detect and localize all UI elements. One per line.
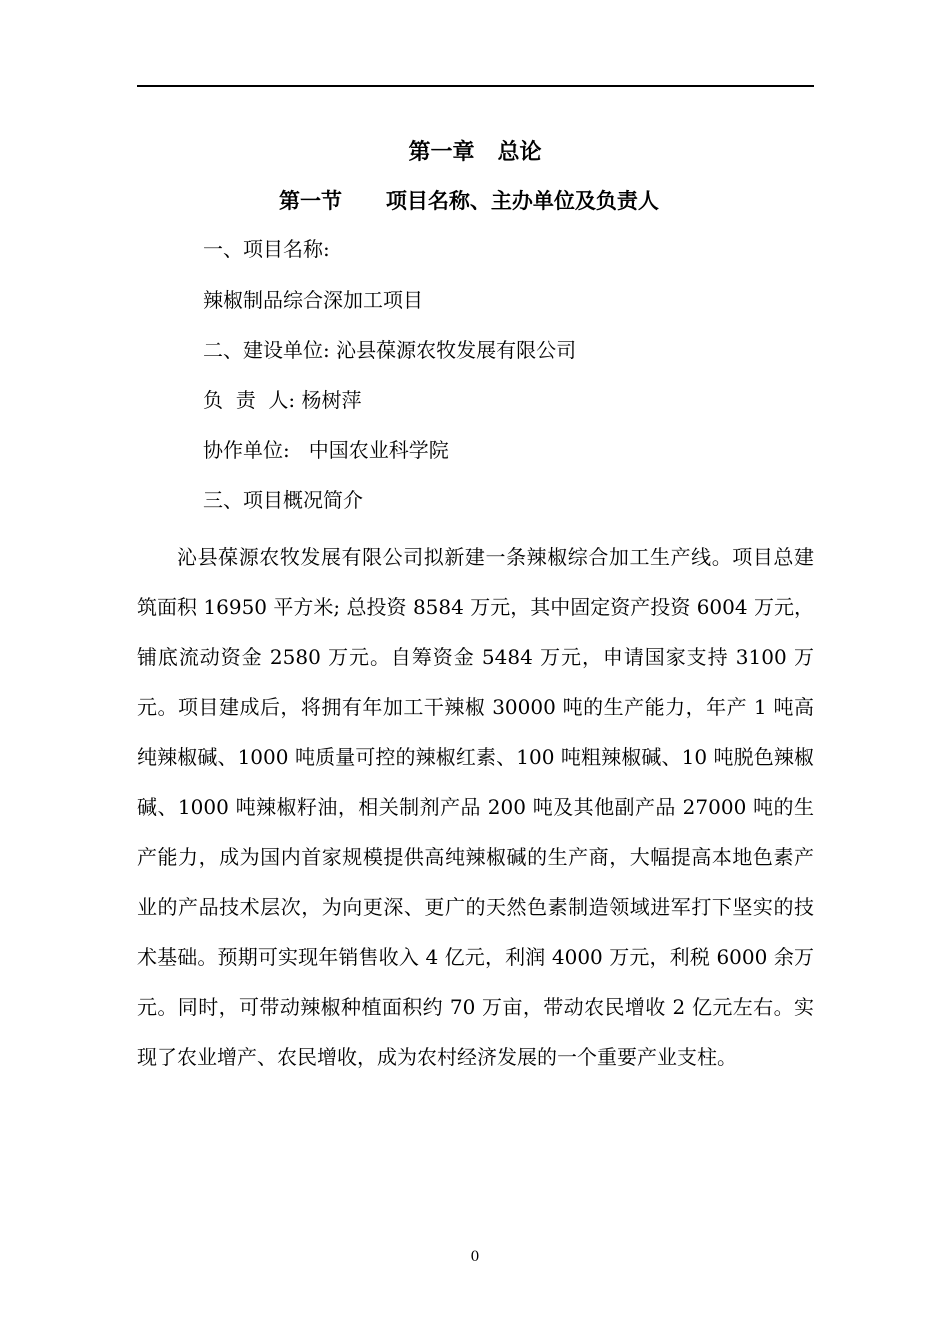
responsible-person-line: 负 责 人: 杨树萍 xyxy=(203,388,362,412)
project-overview-paragraph: 沁县葆源农牧发展有限公司拟新建一条辣椒综合加工生产线。项目总建筑面积 16950 平方米; 总投资 8584 万元，其中固定资产投资 6004 万元，铺底流动资金 2580 万元。自筹资金 5484 万元，申请国家支持 3100 万元。项目建成后，将拥有年加工干辣椒 30000 吨的生产能力，年产 1 吨高纯辣椒碱、1000 吨质量可控的辣椒红素、100 吨粗辣椒碱、10 吨脱色辣椒碱、1000 吨辣椒籽油，相关制剂产品 200 吨及其他副产品 27000 吨的生产能力，成为国内首家规模提供高纯辣椒碱的生产商，大幅提高本地色素产业的产品技术层次，为向更深、更广的天然色素制造领域进军打下坚实的技术基础。预期可实现年销售收入 4 亿元，利润 4000 万元，利税 6000 余万元。同时，可带动辣椒种植面积约 70 万亩，带动农民增收 2 亿元左右。实现了农业增产、农民增收，成为农村经济发展的一个重要产业支柱。 xyxy=(137,545,814,1069)
project-overview-heading: 三、项目概况简介 xyxy=(203,488,363,512)
page-number: 0 xyxy=(470,1249,480,1265)
project-name-label: 一、项目名称: xyxy=(203,237,330,261)
construction-unit-line: 二、建设单位: 沁县葆源农牧发展有限公司 xyxy=(203,338,577,362)
project-name-value: 辣椒制品综合深加工项目 xyxy=(203,288,423,312)
chapter-title: 第一章 总论 xyxy=(408,139,542,165)
header-rule xyxy=(137,85,814,87)
section-title: 第一节 项目名称、主办单位及负责人 xyxy=(279,188,659,213)
cooperating-unit-line: 协作单位: 中国农业科学院 xyxy=(203,438,449,462)
